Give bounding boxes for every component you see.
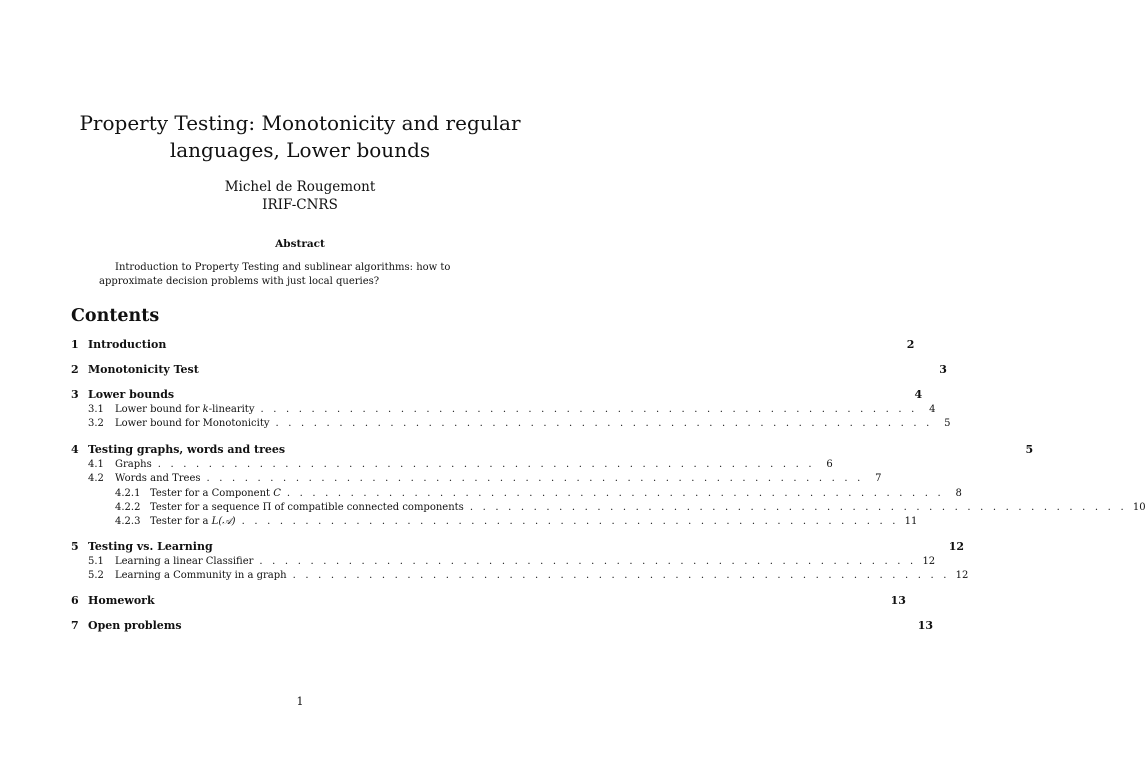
paper-title: Property Testing: Monotonicity and regular languages, Lower bounds	[79, 111, 521, 162]
toc-label: Lower bound for k-linearity	[115, 404, 255, 415]
toc-number: 4	[71, 443, 79, 456]
toc-number: 4.2.2	[115, 502, 141, 513]
toc-page: 13	[890, 594, 906, 607]
dot-leader: . . . . . . . . . . . . . . . . . . . . . . . . . . . . . . . . . . . . . . . . . . . . . . . . . . . .	[469, 502, 1127, 513]
toc-page: 5	[1025, 443, 1034, 456]
toc-page: 12	[955, 570, 969, 581]
toc-entry[interactable]	[71, 619, 933, 633]
author-name: Michel de Rougemont	[224, 179, 376, 195]
toc-label: Graphs	[115, 459, 152, 470]
toc-label: Tester for a sequence Π of compatible connected components	[150, 502, 464, 513]
toc-label: Tester for a Component C	[150, 488, 281, 499]
toc-number: 5.2	[88, 570, 104, 581]
toc-entry[interactable]	[71, 459, 833, 473]
toc-entry[interactable]	[71, 404, 936, 418]
toc-page: 12	[922, 556, 936, 567]
toc-number: 3.2	[88, 418, 104, 429]
toc-label: Tester for a L(𝒜)	[150, 516, 236, 527]
toc-entry[interactable]	[71, 338, 915, 352]
toc-entry[interactable]	[71, 556, 936, 570]
toc-entry[interactable]	[71, 443, 1034, 457]
toc-number: 3.1	[88, 404, 104, 415]
dot-leader: . . . . . . . . . . . . . . . . . . . . . . . . . . . . . . . . . . . . . . . . . . . . . . . . . . . .	[286, 488, 944, 499]
toc-entry[interactable]	[71, 502, 1146, 516]
toc-entry[interactable]	[71, 570, 969, 584]
table-of-contents	[71, 0, 1146, 776]
dot-leader: . . . . . . . . . . . . . . . . . . . . . . . . . . . . . . . . . . . . . . . . . . . . . . . . . . . .	[206, 473, 864, 484]
abstract-heading: Abstract	[275, 238, 325, 250]
toc-label: Monotonicity Test	[88, 363, 199, 376]
toc-number: 7	[71, 619, 79, 632]
toc-number: 6	[71, 594, 79, 607]
toc-number: 4.2.3	[115, 516, 141, 527]
toc-label: Learning a linear Classifier	[115, 556, 254, 567]
toc-label: Testing vs. Learning	[88, 540, 213, 553]
toc-entry[interactable]	[71, 363, 947, 377]
dot-leader: . . . . . . . . . . . . . . . . . . . . . . . . . . . . . . . . . . . . . . . . . . . . . . . . . . . .	[260, 404, 918, 415]
dot-leader: . . . . . . . . . . . . . . . . . . . . . . . . . . . . . . . . . . . . . . . . . . . . . . . . . . . .	[241, 516, 899, 527]
toc-number: 4.2.1	[115, 488, 141, 499]
toc-entry[interactable]	[71, 418, 951, 432]
toc-page: 4	[914, 388, 923, 401]
toc-label: Testing graphs, words and trees	[88, 443, 286, 456]
contents-heading: Contents	[71, 306, 160, 326]
dot-leader: . . . . . . . . . . . . . . . . . . . . . . . . . . . . . . . . . . . . . . . . . . . . . . . . . . . .	[275, 418, 933, 429]
toc-page: 12	[948, 540, 965, 553]
toc-number: 5	[71, 540, 79, 553]
toc-number: 1	[71, 338, 79, 351]
toc-page: 2	[906, 338, 915, 351]
author-affiliation: IRIF-CNRS	[262, 197, 338, 213]
toc-label: Lower bound for Monotonicity	[115, 418, 270, 429]
dot-leader: . . . . . . . . . . . . . . . . . . . . . . . . . . . . . . . . . . . . . . . . . . . . . . . . . . . .	[259, 556, 917, 567]
dot-leader: . . . . . . . . . . . . . . . . . . . . . . . . . . . . . . . . . . . . . . . . . . . . . . . . . . . .	[157, 459, 815, 470]
toc-page: 10	[1132, 502, 1146, 513]
toc-page: 6	[826, 459, 833, 470]
toc-label: Open problems	[88, 619, 182, 632]
toc-number: 5.1	[88, 556, 104, 567]
toc-page: 5	[944, 418, 951, 429]
toc-entry[interactable]	[71, 540, 965, 554]
abstract-text: Introduction to Property Testing and sublinear algorithms: how to approximate decision problems with just local queries?	[99, 262, 451, 287]
toc-number: 4.1	[88, 459, 104, 470]
toc-label: Introduction	[88, 338, 167, 351]
dot-leader: . . . . . . . . . . . . . . . . . . . . . . . . . . . . . . . . . . . . . . . . . . . . . . . . . . . .	[292, 570, 950, 581]
toc-number: 3	[71, 388, 79, 401]
toc-label: Lower bounds	[88, 388, 175, 401]
toc-page: 13	[917, 619, 933, 632]
toc-label: Learning a Community in a graph	[115, 570, 287, 581]
toc-entry[interactable]	[71, 473, 882, 487]
toc-page: 11	[904, 516, 918, 527]
toc-page: 8	[955, 488, 962, 499]
toc-number: 4.2	[88, 473, 104, 484]
toc-page: 4	[929, 404, 936, 415]
toc-page: 7	[875, 473, 882, 484]
toc-page: 3	[939, 363, 947, 376]
toc-entry[interactable]	[71, 388, 923, 402]
toc-label: Homework	[88, 594, 155, 607]
toc-entry[interactable]	[71, 594, 906, 608]
page-number: 1	[296, 695, 304, 708]
toc-number: 2	[71, 363, 79, 376]
toc-entry[interactable]	[71, 516, 918, 530]
toc-label: Words and Trees	[115, 473, 201, 484]
toc-entry[interactable]	[71, 488, 962, 502]
